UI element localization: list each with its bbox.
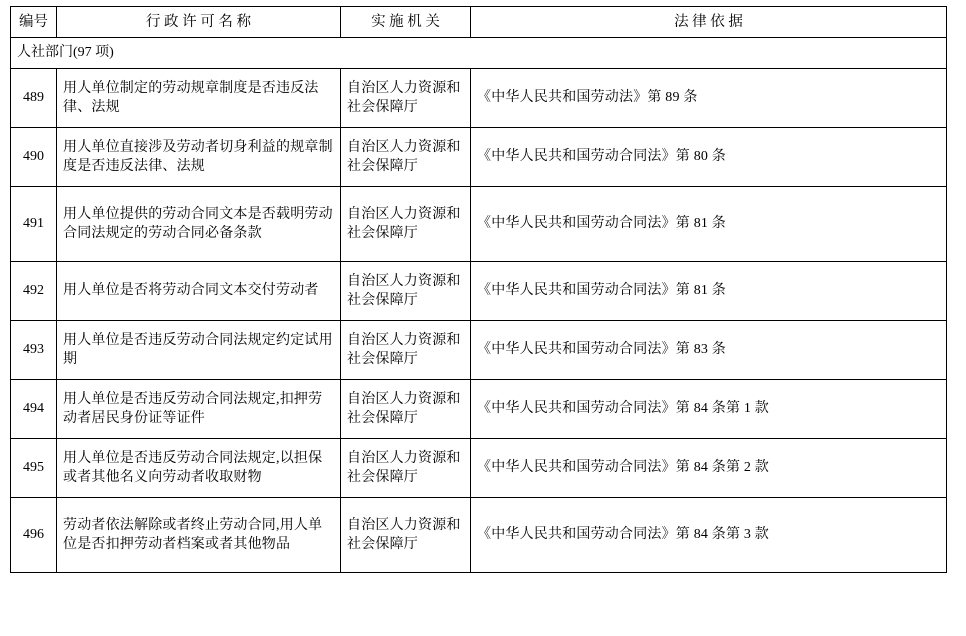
cell-permit-name: 用人单位是否违反劳动合同法规定约定试用期 [57,321,341,380]
table-header-row [11,7,947,38]
cell-law-basis: 《中华人民共和国劳动合同法》第 81 条 [471,262,947,321]
column-header-law: 法 律 依 据 [471,7,947,38]
section-header-row [11,38,947,69]
cell-id: 493 [11,321,57,380]
cell-permit-name: 用人单位提供的劳动合同文本是否载明劳动合同法规定的劳动合同必备条款 [57,187,341,262]
cell-law-basis: 《中华人民共和国劳动合同法》第 84 条第 3 款 [471,498,947,573]
table-row [11,380,947,439]
cell-law-basis: 《中华人民共和国劳动合同法》第 84 条第 2 款 [471,439,947,498]
cell-id: 496 [11,498,57,573]
cell-law-basis: 《中华人民共和国劳动合同法》第 81 条 [471,187,947,262]
cell-permit-name: 劳动者依法解除或者终止劳动合同,用人单位是否扣押劳动者档案或者其他物品 [57,498,341,573]
table-row [11,128,947,187]
table-row [11,262,947,321]
cell-id: 491 [11,187,57,262]
cell-law-basis: 《中华人民共和国劳动合同法》第 83 条 [471,321,947,380]
table-body [11,38,947,573]
table-row [11,187,947,262]
cell-id: 489 [11,69,57,128]
section-header-label: 人社部门(97 项) [11,38,947,69]
cell-agency: 自治区人力资源和社会保障厅 [341,321,471,380]
column-header-name: 行 政 许 可 名 称 [57,7,341,38]
cell-law-basis: 《中华人民共和国劳动法》第 89 条 [471,69,947,128]
cell-permit-name: 用人单位直接涉及劳动者切身利益的规章制度是否违反法律、法规 [57,128,341,187]
cell-law-basis: 《中华人民共和国劳动合同法》第 80 条 [471,128,947,187]
cell-agency: 自治区人力资源和社会保障厅 [341,69,471,128]
cell-agency: 自治区人力资源和社会保障厅 [341,498,471,573]
table-row [11,69,947,128]
administrative-permit-table [10,6,947,573]
cell-agency: 自治区人力资源和社会保障厅 [341,380,471,439]
cell-id: 492 [11,262,57,321]
cell-permit-name: 用人单位制定的劳动规章制度是否违反法律、法规 [57,69,341,128]
cell-agency: 自治区人力资源和社会保障厅 [341,187,471,262]
cell-permit-name: 用人单位是否违反劳动合同法规定,以担保或者其他名义向劳动者收取财物 [57,439,341,498]
cell-law-basis: 《中华人民共和国劳动合同法》第 84 条第 1 款 [471,380,947,439]
table-row [11,321,947,380]
cell-id: 490 [11,128,57,187]
table-header [11,7,947,38]
cell-agency: 自治区人力资源和社会保障厅 [341,439,471,498]
column-header-agency: 实 施 机 关 [341,7,471,38]
cell-agency: 自治区人力资源和社会保障厅 [341,262,471,321]
table-row [11,498,947,573]
cell-id: 494 [11,380,57,439]
cell-id: 495 [11,439,57,498]
column-header-id: 编号 [11,7,57,38]
cell-permit-name: 用人单位是否将劳动合同文本交付劳动者 [57,262,341,321]
table-row [11,439,947,498]
cell-permit-name: 用人单位是否违反劳动合同法规定,扣押劳动者居民身份证等证件 [57,380,341,439]
cell-agency: 自治区人力资源和社会保障厅 [341,128,471,187]
